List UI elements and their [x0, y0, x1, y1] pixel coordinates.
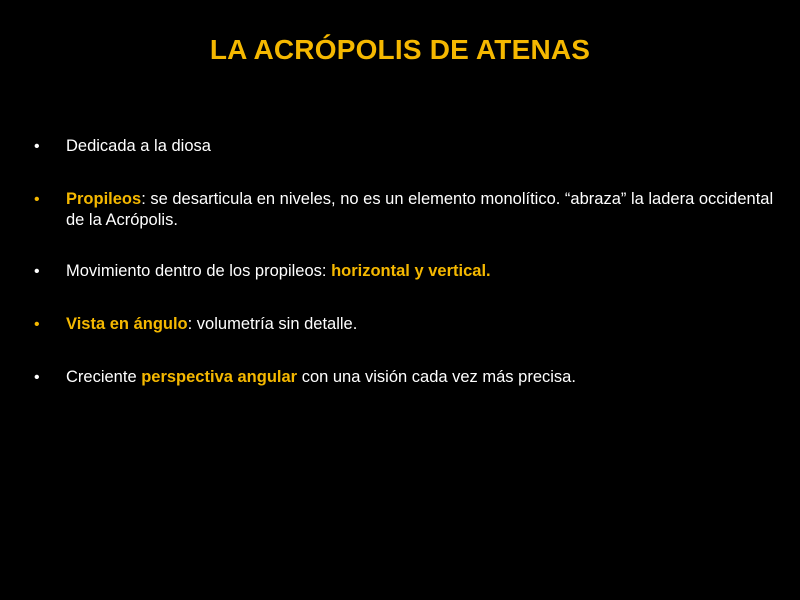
- bullet-text: Dedicada a la diosa: [66, 137, 211, 155]
- highlight-term: perspectiva angular: [141, 368, 298, 386]
- bullet-list: [34, 136, 774, 420]
- bullet-item: [34, 136, 774, 157]
- bullet-text: : se desarticula en niveles, no es un elemento monolítico. “abraza” la ladera occidental de la Acrópolis.: [66, 190, 774, 229]
- bullet-text: Creciente: [66, 368, 142, 386]
- bullet-text: con una visión cada vez más precisa.: [297, 368, 576, 386]
- bullet-item: [34, 261, 774, 282]
- bullet-item: [34, 314, 774, 335]
- highlight-term: horizontal y vertical.: [331, 262, 491, 280]
- bullet-text: Movimiento dentro de los propileos:: [66, 262, 332, 280]
- bullet-item: [34, 189, 774, 231]
- bullet-dot: •: [34, 369, 40, 386]
- highlight-term: Propileos: [66, 190, 142, 208]
- slide-title: LA ACRÓPOLIS DE ATENAS: [209, 34, 591, 65]
- bullet-item: [34, 367, 774, 388]
- bullet-text: : volumetría sin detalle.: [187, 315, 358, 333]
- bullet-dot: •: [34, 263, 40, 280]
- highlight-term: Vista en ángulo: [66, 315, 188, 333]
- bullet-dot: •: [34, 138, 40, 155]
- bullet-dot: •: [34, 316, 40, 333]
- bullet-dot: •: [34, 191, 40, 208]
